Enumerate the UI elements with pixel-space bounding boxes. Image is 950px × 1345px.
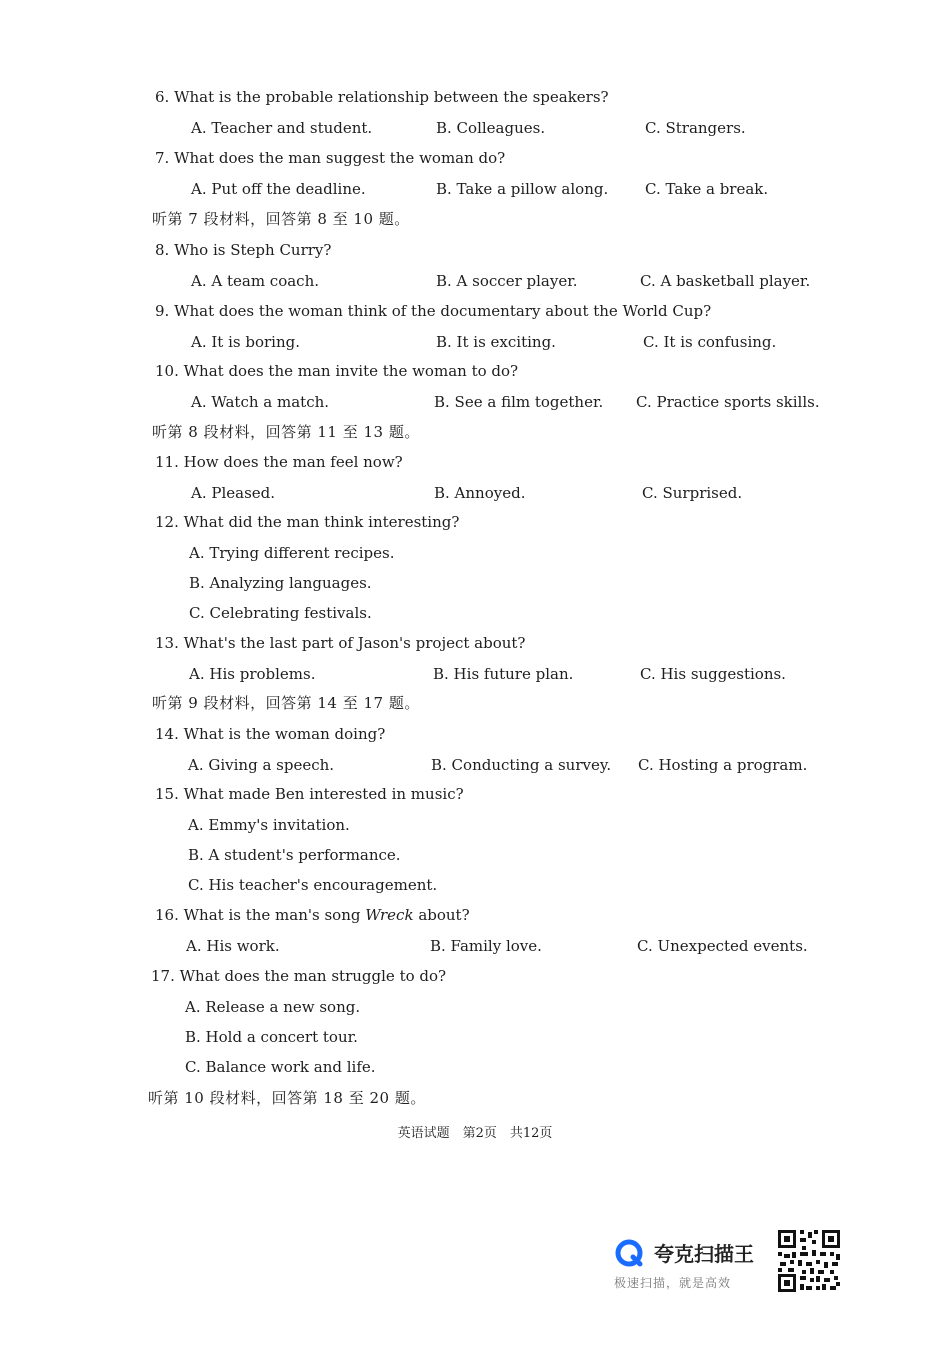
question-9 — [155, 301, 711, 321]
question-text: How does the man feel now? — [183, 453, 403, 471]
question-7 — [155, 148, 505, 168]
option-14c: C. Hosting a program. — [638, 756, 808, 774]
option-15a: A. Emmy's invitation. — [188, 816, 350, 834]
option-12a: A. Trying different recipes. — [189, 544, 395, 562]
question-number: 16. — [155, 906, 179, 924]
page-footer: 英语试题 第2页 共12页 — [397, 1126, 553, 1141]
option-13a: A. His problems. — [189, 665, 316, 683]
question-text: What does the man suggest the woman do? — [174, 149, 506, 167]
question-text: Who is Steph Curry? — [174, 241, 332, 259]
option-17a: A. Release a new song. — [185, 998, 361, 1016]
section-heading-7: 听第 7 段材料，回答第 8 至 10 题。 — [152, 210, 410, 228]
question-text: What's the last part of Jason's project about? — [183, 634, 526, 652]
option-12c: C. Celebrating festivals. — [189, 604, 372, 622]
section-heading-9: 听第 9 段材料，回答第 14 至 17 题。 — [152, 694, 420, 712]
option-7c: C. Take a break. — [645, 180, 769, 198]
question-number: 14. — [155, 725, 179, 743]
scanner-app-name: 夸克扫描王 — [654, 1242, 754, 1266]
option-11a: A. Pleased. — [191, 484, 276, 502]
option-11c: C. Surprised. — [642, 484, 743, 502]
option-15b: B. A student's performance. — [188, 846, 401, 864]
option-6c: C. Strangers. — [645, 119, 746, 137]
question-text: What does the man struggle to do? — [179, 967, 447, 985]
question-11 — [155, 452, 403, 472]
option-16c: C. Unexpected events. — [637, 937, 808, 955]
question-number: 6. — [155, 88, 170, 106]
question-text: What made Ben interested in music? — [183, 785, 464, 803]
option-8c: C. A basketball player. — [640, 272, 811, 290]
option-17b: B. Hold a concert tour. — [185, 1028, 358, 1046]
question-6 — [155, 87, 609, 107]
option-17c: C. Balance work and life. — [185, 1058, 376, 1076]
option-7a: A. Put off the deadline. — [191, 180, 366, 198]
option-8a: A. A team coach. — [191, 272, 320, 290]
question-number: 10. — [155, 362, 179, 380]
section-heading-8: 听第 8 段材料，回答第 11 至 13 题。 — [152, 423, 420, 441]
question-text: What is the woman doing? — [183, 725, 386, 743]
option-6a: A. Teacher and student. — [191, 119, 373, 137]
question-number: 15. — [155, 785, 179, 803]
option-10c: C. Practice sports skills. — [636, 393, 820, 411]
scanner-slogan: 极速扫描，就是高效 — [614, 1276, 732, 1290]
option-9a: A. It is boring. — [191, 333, 300, 351]
option-16b: B. Family love. — [430, 937, 542, 955]
question-number: 8. — [155, 241, 170, 259]
option-10a: A. Watch a match. — [191, 393, 330, 411]
question-10 — [155, 361, 518, 381]
option-14a: A. Giving a speech. — [188, 756, 335, 774]
qr-code-icon — [776, 1228, 842, 1294]
question-number: 9. — [155, 302, 170, 320]
option-9c: C. It is confusing. — [643, 333, 777, 351]
question-number: 17. — [151, 967, 175, 985]
question-text: What is the probable relationship between the speakers? — [174, 88, 609, 106]
question-12 — [155, 512, 459, 532]
question-15 — [155, 784, 464, 804]
question-14 — [155, 724, 385, 744]
option-14b: B. Conducting a survey. — [431, 756, 612, 774]
option-15c: C. His teacher's encouragement. — [188, 876, 438, 894]
option-9b: B. It is exciting. — [436, 333, 556, 351]
question-number: 11. — [155, 453, 179, 471]
quark-logo-icon — [614, 1238, 644, 1268]
question-number: 12. — [155, 513, 179, 531]
option-8b: B. A soccer player. — [436, 272, 578, 290]
question-16 — [155, 905, 470, 925]
question-number: 13. — [155, 634, 179, 652]
option-12b: B. Analyzing languages. — [189, 574, 372, 592]
option-16a: A. His work. — [186, 937, 280, 955]
option-7b: B. Take a pillow along. — [436, 180, 609, 198]
section-heading-10: 听第 10 段材料，回答第 18 至 20 题。 — [148, 1089, 426, 1107]
option-13b: B. His future plan. — [433, 665, 574, 683]
option-6b: B. Colleagues. — [436, 119, 546, 137]
question-text-end: about? — [418, 906, 470, 924]
question-8 — [155, 240, 331, 260]
option-11b: B. Annoyed. — [434, 484, 526, 502]
question-text: What does the man invite the woman to do? — [183, 362, 519, 380]
option-13c: C. His suggestions. — [640, 665, 786, 683]
question-text: What did the man think interesting? — [183, 513, 460, 531]
song-title: Wreck — [365, 906, 414, 924]
question-number: 7. — [155, 149, 170, 167]
question-17 — [151, 966, 446, 986]
question-text: What is the man's song — [183, 906, 361, 924]
question-text: What does the woman think of the documentary about the World Cup? — [174, 302, 712, 320]
option-10b: B. See a film together. — [434, 393, 604, 411]
question-13 — [155, 633, 525, 653]
